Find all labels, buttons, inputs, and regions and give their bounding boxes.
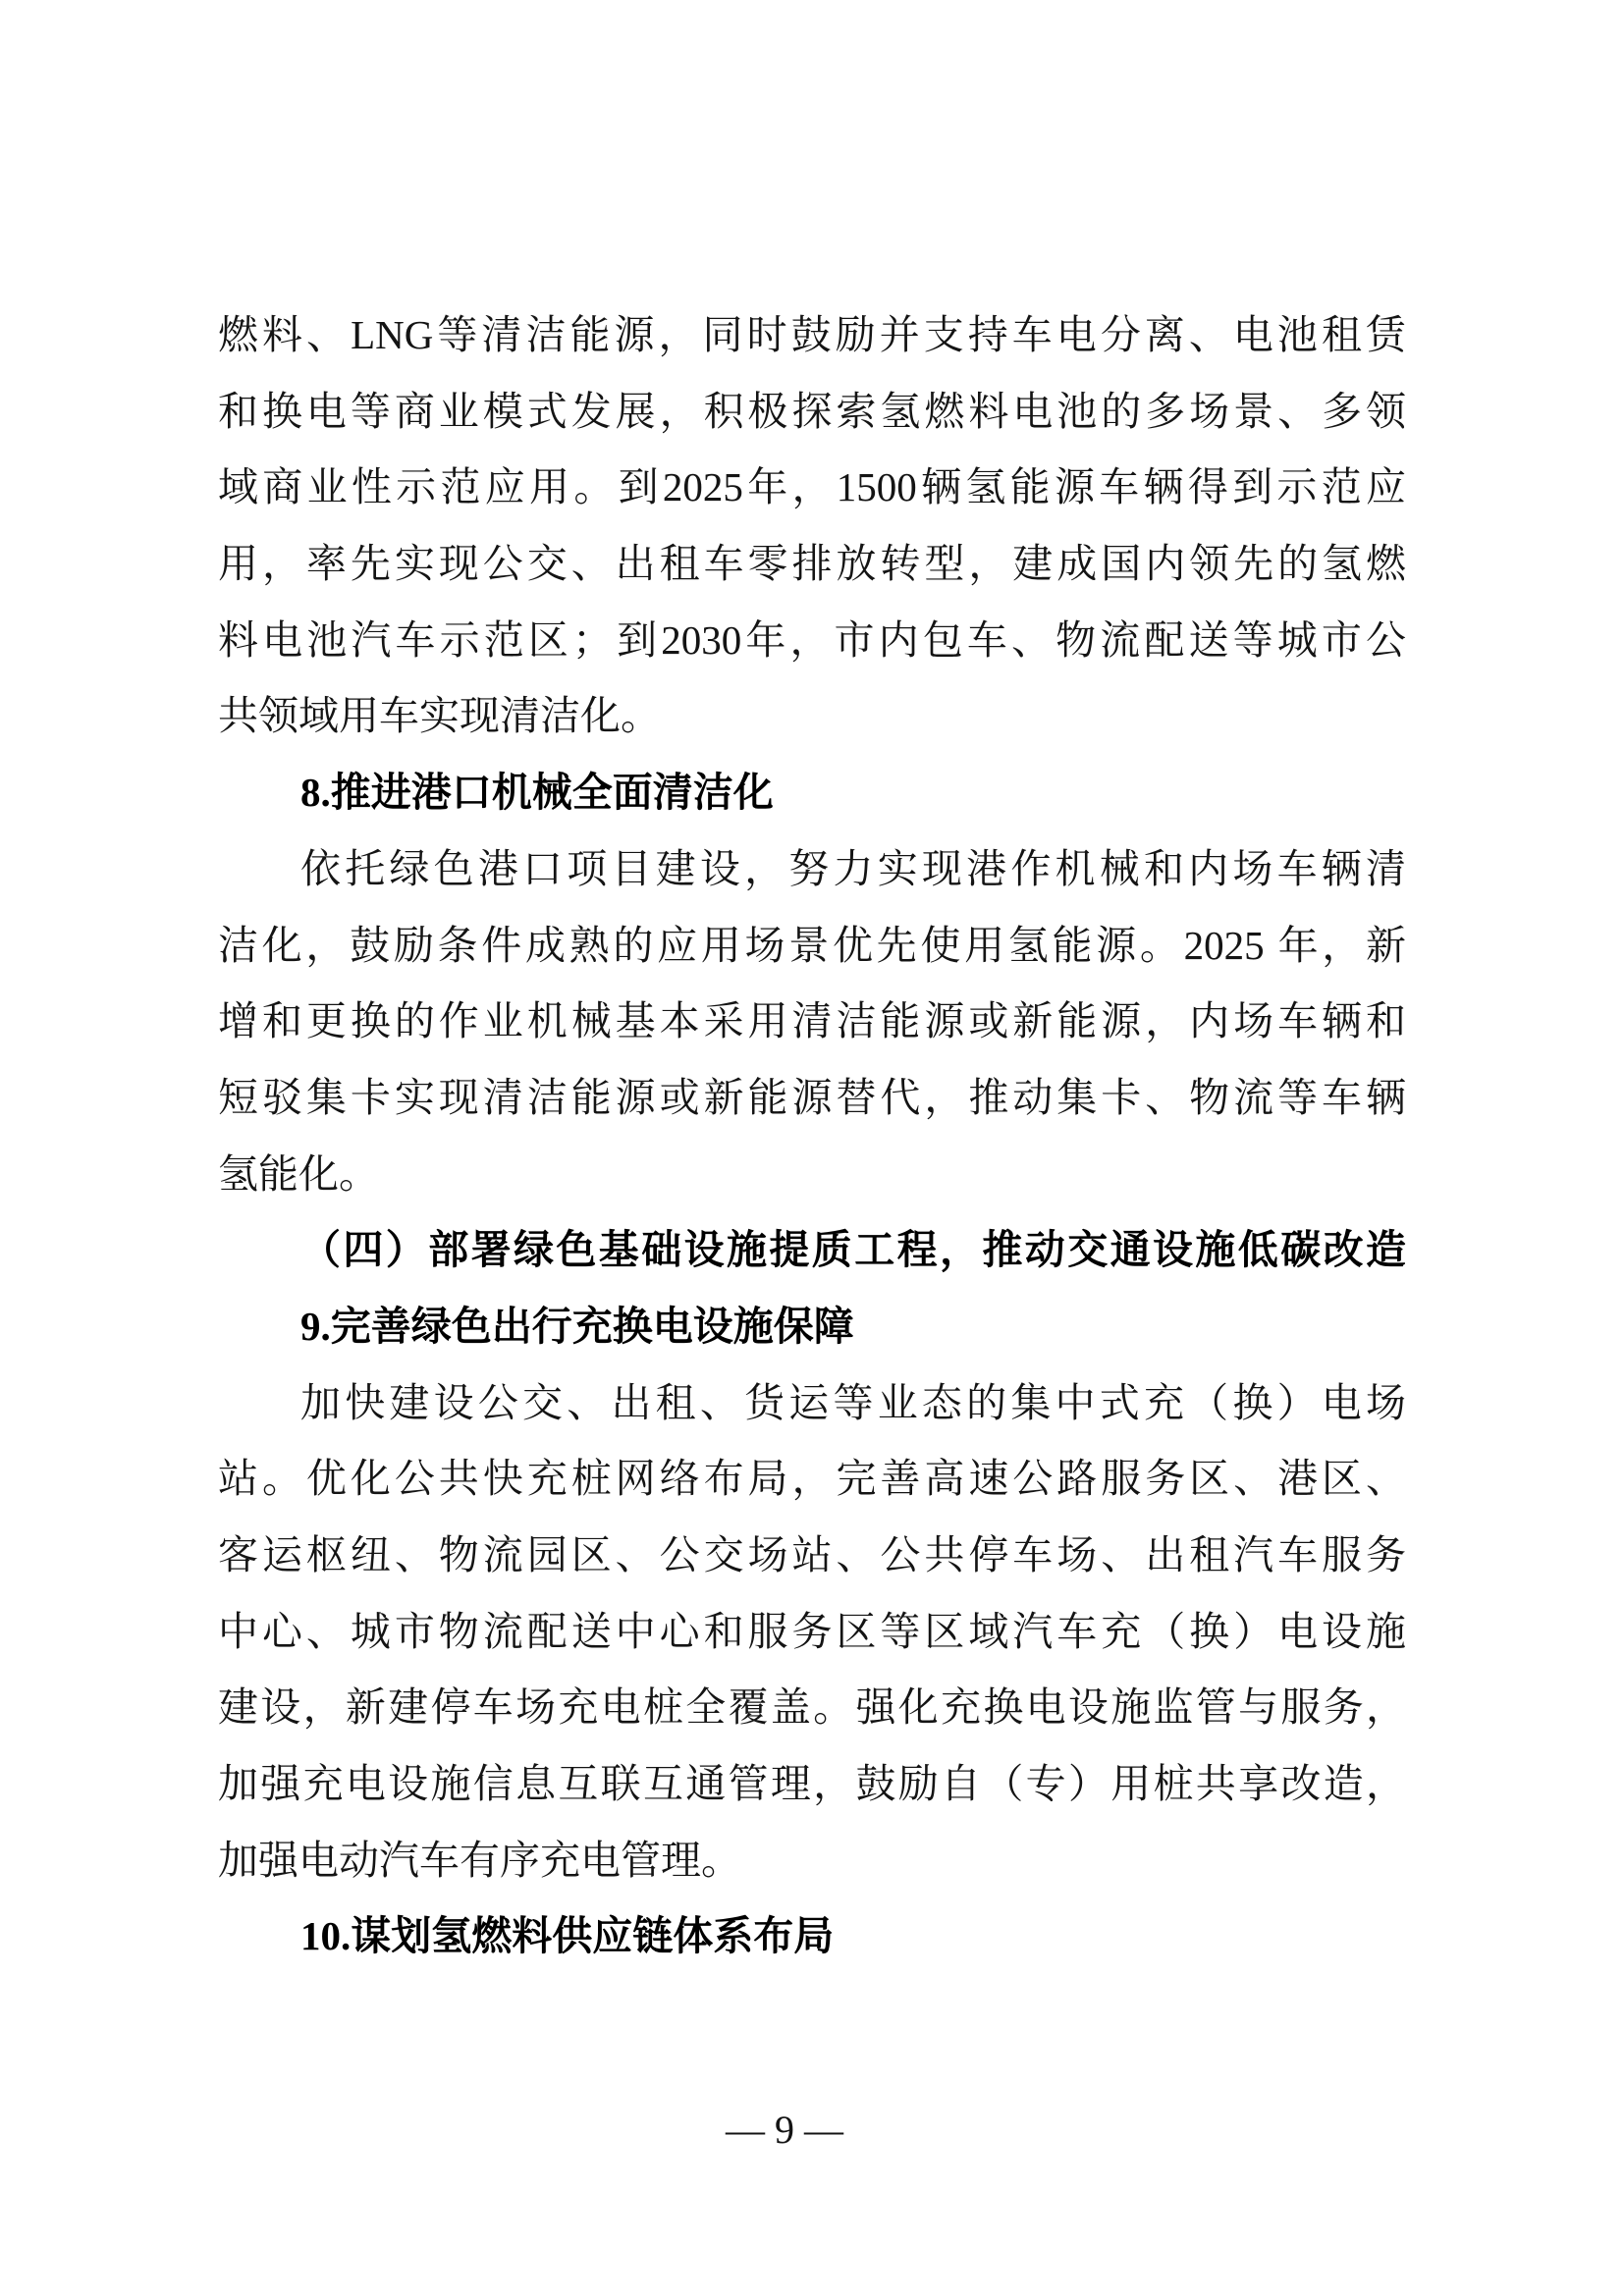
body-line: 加强电动汽车有序充电管理。 xyxy=(218,1837,741,1883)
body-line: 中心、城市物流配送中心和服务区等区域汽车充（换）电设施 xyxy=(218,1608,1406,1654)
body-line: 客运枢纽、物流园区、公交场站、公共停车场、出租汽车服务 xyxy=(218,1532,1406,1577)
body-line: 短驳集卡实现清洁能源或新能源替代，推动集卡、物流等车辆 xyxy=(218,1074,1406,1120)
body-line: 用，率先实现公交、出租车零排放转型，建成国内领先的氢燃 xyxy=(218,541,1406,587)
body-line: 依托绿色港口项目建设，努力实现港作机械和内场车辆清 xyxy=(300,845,1406,891)
body-line: 域商业性示范应用。到2025年，1500辆氢能源车辆得到示范应 xyxy=(218,464,1406,510)
heading-item-8: 8.推进港口机械全面清洁化 xyxy=(300,770,774,816)
body-line: 燃料、LNG等清洁能源，同时鼓励并支持车电分离、电池租赁 xyxy=(218,312,1406,357)
document-text-block xyxy=(218,297,1406,1975)
body-line: 氢能化。 xyxy=(218,1150,379,1197)
body-line: 和换电等商业模式发展，积极探索氢燃料电池的多场景、多领 xyxy=(218,388,1406,434)
body-line: 加强充电设施信息互联互通管理，鼓励自（专）用桩共享改造， xyxy=(218,1761,1406,1807)
body-line: 增和更换的作业机械基本采用清洁能源或新能源，内场车辆和 xyxy=(218,998,1406,1044)
heading-item-9: 9.完善绿色出行充换电设施保障 xyxy=(300,1303,854,1349)
body-line: 建设，新建停车场充电桩全覆盖。强化充换电设施监管与服务， xyxy=(218,1684,1406,1731)
body-line: 共领域用车实现清洁化。 xyxy=(218,693,661,739)
heading-item-10: 10.谋划氢燃料供应链体系布局 xyxy=(300,1913,835,1959)
page-number: — 9 — xyxy=(726,2108,843,2152)
heading-section-4: （四）部署绿色基础设施提质工程，推动交通设施低碳改造 xyxy=(300,1227,1406,1273)
body-line: 料电池汽车示范区；到2030年，市内包车、物流配送等城市公 xyxy=(218,616,1406,663)
body-line: 加快建设公交、出租、货运等业态的集中式充（换）电场 xyxy=(300,1379,1406,1425)
body-line: 站。优化公共快充桩网络布局，完善高速公路服务区、港区、 xyxy=(218,1456,1406,1502)
body-line: 洁化，鼓励条件成熟的应用场景优先使用氢能源。2025 年，新 xyxy=(218,922,1406,968)
